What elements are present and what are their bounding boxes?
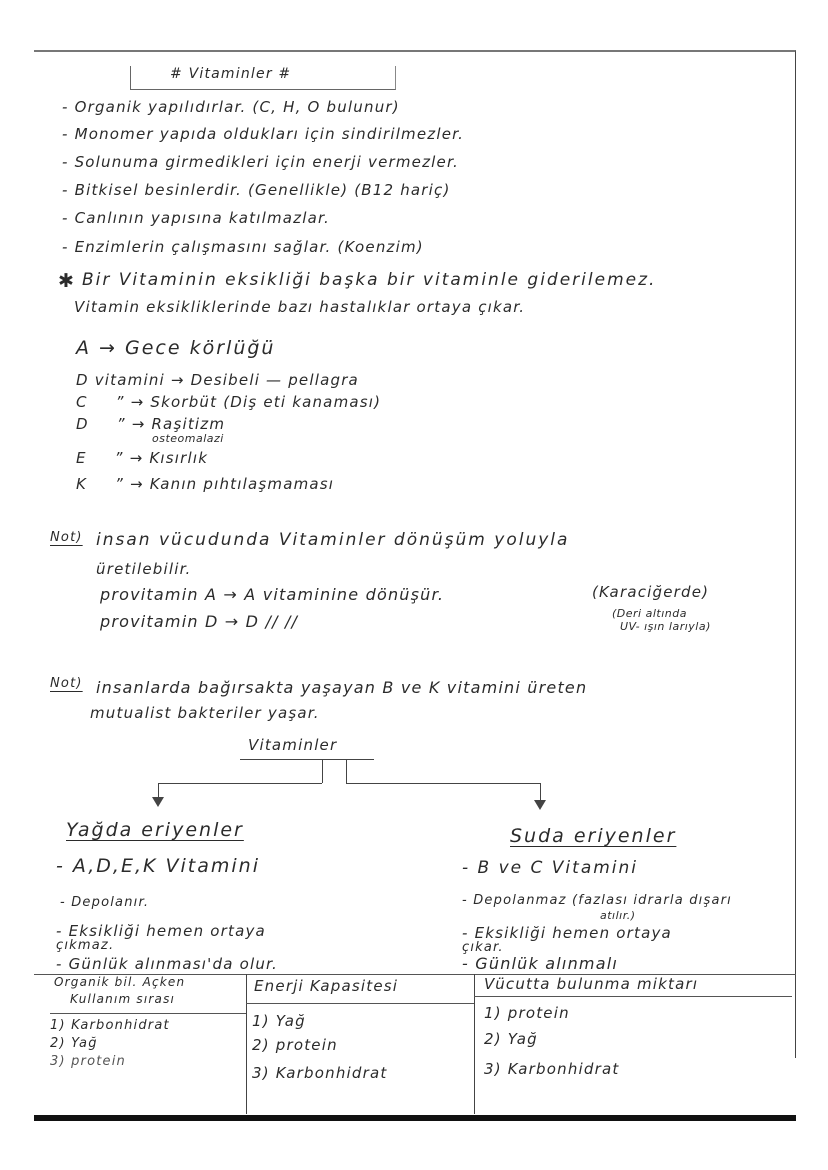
property-item: - Canlının yapısına katılmazlar. <box>62 209 330 227</box>
table-cell: 2) protein <box>252 1036 338 1054</box>
diagram-root: Vitaminler <box>248 736 338 754</box>
water-soluble-item: atılır.) <box>600 909 636 922</box>
provitamin-paren: (Deri altında <box>612 607 687 620</box>
vitamin-label: C <box>76 393 88 411</box>
property-item: - Enzimlerin çalışmasını sağlar. (Koenzim) <box>62 238 424 256</box>
table-cell: 3) Karbonhidrat <box>484 1060 620 1078</box>
arrow-down-icon <box>534 800 546 810</box>
disease-label: Kısırlık <box>149 449 209 467</box>
deficiency-row <box>76 337 275 359</box>
property-item: - Monomer yapıda oldukları için sindirilmezler. <box>62 125 465 143</box>
star-icon: ✱ <box>58 270 76 292</box>
column-header: Organik bil. Açken <box>54 975 186 989</box>
star-note-line: Vitamin eksikliklerinde bazı hastalıklar ortaya çıkar. <box>74 298 526 316</box>
page-bottom-rule <box>34 1115 796 1121</box>
deficiency-row <box>76 475 334 493</box>
arrow-down-icon <box>152 797 164 807</box>
ditto-mark: ” <box>116 415 126 433</box>
provitamin-paren: (Karaciğerde) <box>592 583 710 601</box>
star-note-line: Bir Vitaminin eksikliği başka bir vitaminle giderilemez. <box>82 270 657 290</box>
header-underline <box>474 995 792 997</box>
table-cell: 2) Yağ <box>484 1030 538 1048</box>
disease-label: Kanın pıhtılaşmaması <box>149 475 335 493</box>
provitamin-row: provitamin D → D // // <box>100 612 299 631</box>
provitamin-row: provitamin A → A vitaminine dönüşür. <box>100 585 445 604</box>
arrow-icon: → <box>129 449 144 467</box>
arrow-icon: → <box>131 415 146 433</box>
water-soluble-item: - B ve C Vitamini <box>462 858 639 878</box>
ditto-mark: ” <box>114 449 124 467</box>
property-item: - Solunuma girmedikleri için enerji vermezler. <box>62 153 459 171</box>
disease-label: Skorbüt (Diş eti kanaması) <box>150 393 382 411</box>
table-column-divider <box>246 974 247 1114</box>
deficiency-row <box>76 415 225 433</box>
header-underline <box>246 1002 474 1004</box>
note-label: Not) <box>50 530 83 545</box>
table-cell: 1) Yağ <box>252 1012 306 1030</box>
disease-label-secondary: osteomalazi <box>152 432 224 445</box>
page-title: # Vitaminler # <box>170 66 292 82</box>
connector <box>322 759 323 783</box>
water-soluble-item: çıkar. <box>462 940 504 955</box>
connector <box>346 783 540 784</box>
column-header: Vücutta bulunma miktarı <box>484 975 699 993</box>
table-cell: 1) Karbonhidrat <box>50 1018 170 1033</box>
fat-soluble-heading: Yağda eriyenler <box>66 819 244 841</box>
table-cell: 3) protein <box>50 1054 126 1069</box>
vitamin-label: D vitamini <box>76 371 165 389</box>
column-header: Enerji Kapasitesi <box>254 977 399 995</box>
note-line: mutualist bakteriler yaşar. <box>90 704 320 722</box>
arrow-icon: → <box>99 337 117 359</box>
property-item: - Organik yapılıdırlar. (C, H, O bulunur) <box>62 98 400 116</box>
note-line: üretilebilir. <box>96 560 192 578</box>
water-soluble-heading: Suda eriyenler <box>510 825 677 847</box>
arrow-icon: → <box>129 475 144 493</box>
connector <box>158 783 322 784</box>
ditto-mark: ” <box>115 475 124 493</box>
column-header: Kullanım sırası <box>70 992 176 1006</box>
provitamin-paren: UV- ışın larıyla) <box>620 620 711 633</box>
table-cell: 2) Yağ <box>50 1036 98 1051</box>
deficiency-row <box>76 371 359 389</box>
property-item: - Bitkisel besinlerdir. (Genellikle) (B12 hariç) <box>62 181 451 199</box>
deficiency-row <box>76 393 381 411</box>
fat-soluble-item: - A,D,E,K Vitamini <box>56 855 260 877</box>
disease-label: Desibeli — pellagra <box>190 371 359 389</box>
arrow-icon: → <box>130 393 145 411</box>
vitamin-label: E <box>76 449 87 467</box>
header-underline <box>50 1012 246 1014</box>
note-line: insanlarda bağırsakta yaşayan B ve K vitamini üreten <box>96 678 588 697</box>
connector <box>346 759 347 783</box>
fat-soluble-item: - Günlük alınması'da olur. <box>56 955 278 973</box>
water-soluble-item: - Depolanmaz (fazlası idrarla dışarı <box>462 893 732 908</box>
ditto-mark: ” <box>115 393 125 411</box>
vitamin-label: K <box>76 475 88 493</box>
disease-label: Raşitizm <box>151 415 226 433</box>
deficiency-row <box>76 449 208 467</box>
fat-soluble-item: - Eksikliği hemen ortaya <box>56 922 266 940</box>
vitamin-label: D <box>76 415 89 433</box>
vitamin-label: A <box>76 337 91 359</box>
table-cell: 3) Karbonhidrat <box>252 1064 388 1082</box>
note-line: insan vücudunda Vitaminler dönüşüm yoluyla <box>96 530 570 550</box>
fat-soluble-item: çıkmaz. <box>56 938 115 953</box>
arrow-icon: → <box>170 371 185 389</box>
root-underline <box>240 759 374 760</box>
fat-soluble-item: - Depolanır. <box>60 895 150 910</box>
water-soluble-item: - Eksikliği hemen ortaya <box>462 924 672 942</box>
note-label: Not) <box>50 676 83 691</box>
table-cell: 1) protein <box>484 1004 570 1022</box>
water-soluble-item: - Günlük alınmalı <box>462 954 618 973</box>
disease-label: Gece körlüğü <box>125 337 276 359</box>
